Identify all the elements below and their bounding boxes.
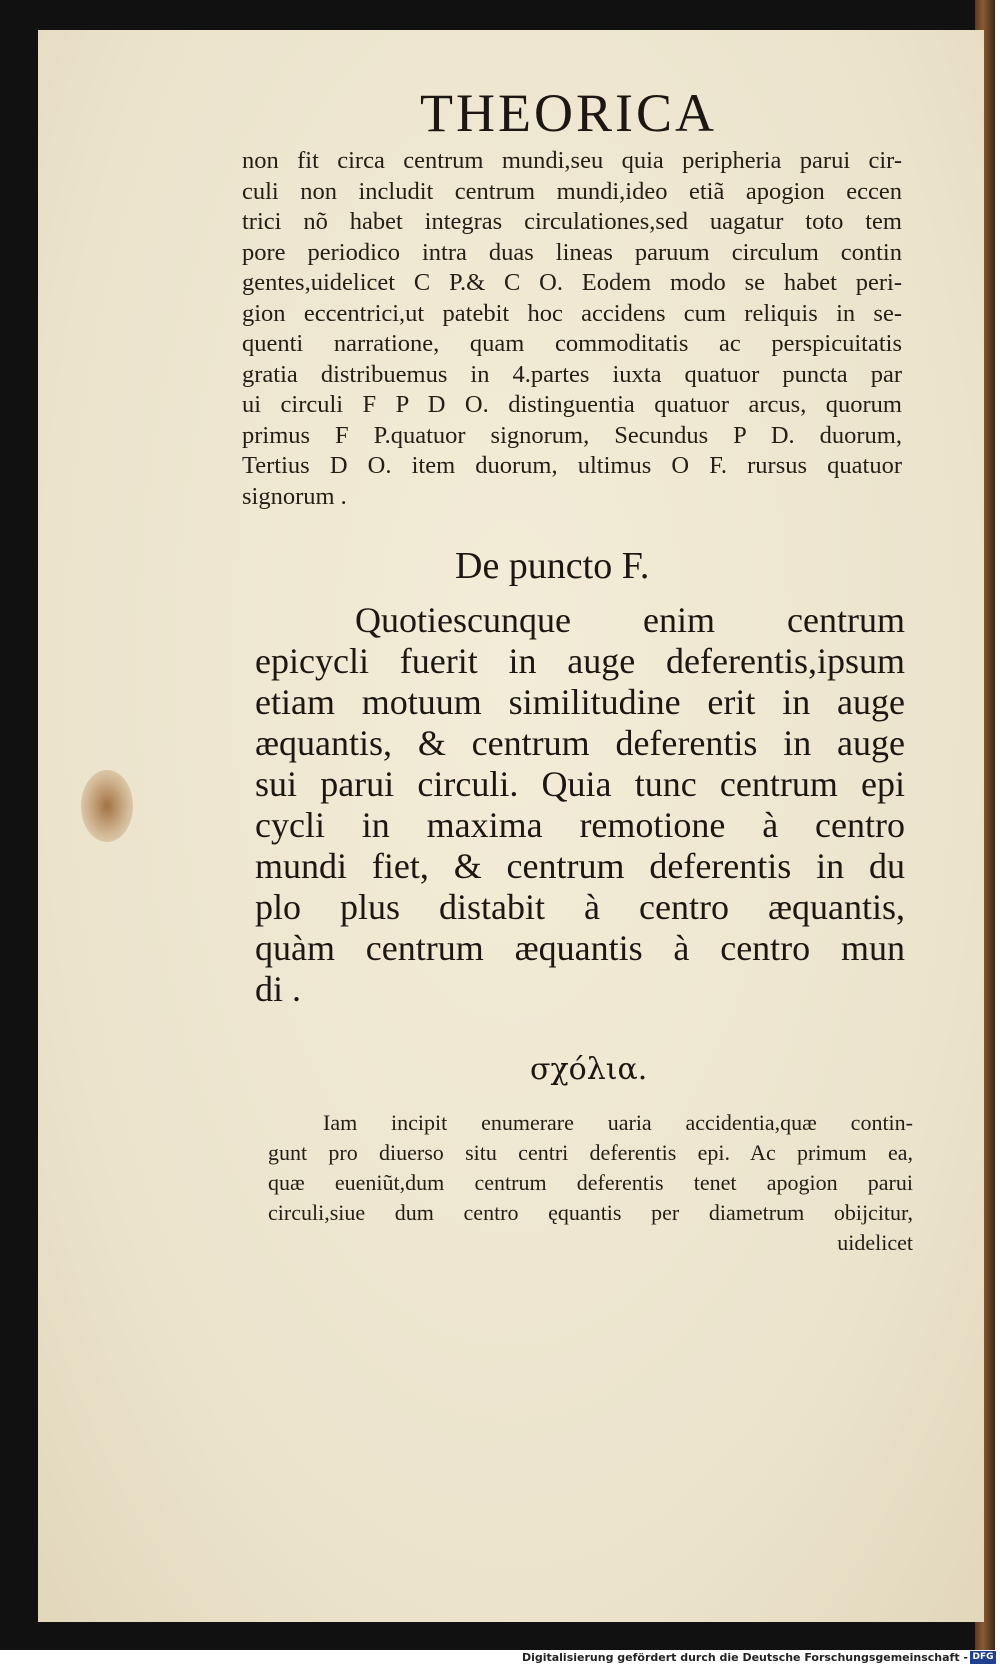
- text-line: gentes,uidelicet C P.& C O. Eodem modo se habet peri-: [242, 269, 902, 296]
- text-line: pore periodico intra duas lineas paruum circulum contin: [242, 238, 902, 266]
- funding-note: Digitalisierung gefördert durch die Deutsche Forschungsgemeinschaft -: [521, 1651, 968, 1664]
- text-line: gunt pro diuerso situ centri deferentis epi. Ac primum ea,: [268, 1140, 913, 1165]
- scholia-heading: σχόλια.: [530, 1052, 648, 1087]
- body-text: [242, 146, 902, 512]
- text-line: æquantis, & centrum deferentis in auge: [255, 723, 905, 763]
- text-line: Iam incipit enumerare uaria accidentia,quæ contin-: [323, 1110, 913, 1135]
- text-line: cycli in maxima remotione à centro: [255, 805, 905, 845]
- text-line: mundi fiet, & centrum deferentis in du: [255, 846, 905, 886]
- text-line: Tertius D O. item duorum, ultimus O F. rursus quatuor: [242, 452, 902, 479]
- catchword: uidelicet: [837, 1230, 913, 1255]
- text-line: quæ eueniũt,dum centrum deferentis tenet apogion parui: [268, 1170, 913, 1195]
- text-line: culi non includit centrum mundi,ideo etiã apogion eccen: [242, 177, 902, 205]
- text-line: gion eccentrici,ut patebit hoc accidens cum reliquis in se-: [242, 299, 902, 327]
- text-line: circuli,siue dum centro ęquantis per diametrum obijcitur,: [268, 1200, 913, 1225]
- text-line: signorum .: [242, 482, 347, 510]
- dfg-logo: DFG: [970, 1651, 996, 1664]
- text-line: quenti narratione, quam commoditatis ac perspicuitatis: [242, 330, 902, 357]
- text-line: quàm centrum æquantis à centro mun: [255, 928, 905, 968]
- text-line: plo plus distabit à centro æquantis,: [255, 887, 905, 927]
- scholia-text: [268, 1108, 913, 1258]
- main-text: [255, 600, 905, 1010]
- running-head: THEORICA: [420, 83, 717, 143]
- text-line: primus F P.quatuor signorum, Secundus P D. duorum,: [242, 421, 902, 449]
- paper-stain: [81, 770, 133, 842]
- text-line: ui circuli F P D O. distinguentia quatuor arcus, quorum: [242, 391, 902, 418]
- text-line: non fit circa centrum mundi,seu quia peripheria parui cir-: [242, 147, 902, 174]
- text-line: trici nõ habet integras circulationes,sed uagatur toto tem: [242, 208, 902, 235]
- text-line: di .: [255, 969, 302, 1009]
- text-line: etiam motuum similitudine erit in auge: [255, 682, 905, 722]
- text-line: gratia distribuemus in 4.partes iuxta quatuor puncta par: [242, 360, 902, 388]
- text-line: sui parui circuli. Quia tunc centrum epi: [255, 764, 905, 804]
- text-line: epicycli fuerit in auge deferentis,ipsum: [255, 641, 905, 681]
- section-heading: De puncto F.: [455, 545, 650, 587]
- text-line: Quotiescunque enim centrum: [355, 600, 905, 640]
